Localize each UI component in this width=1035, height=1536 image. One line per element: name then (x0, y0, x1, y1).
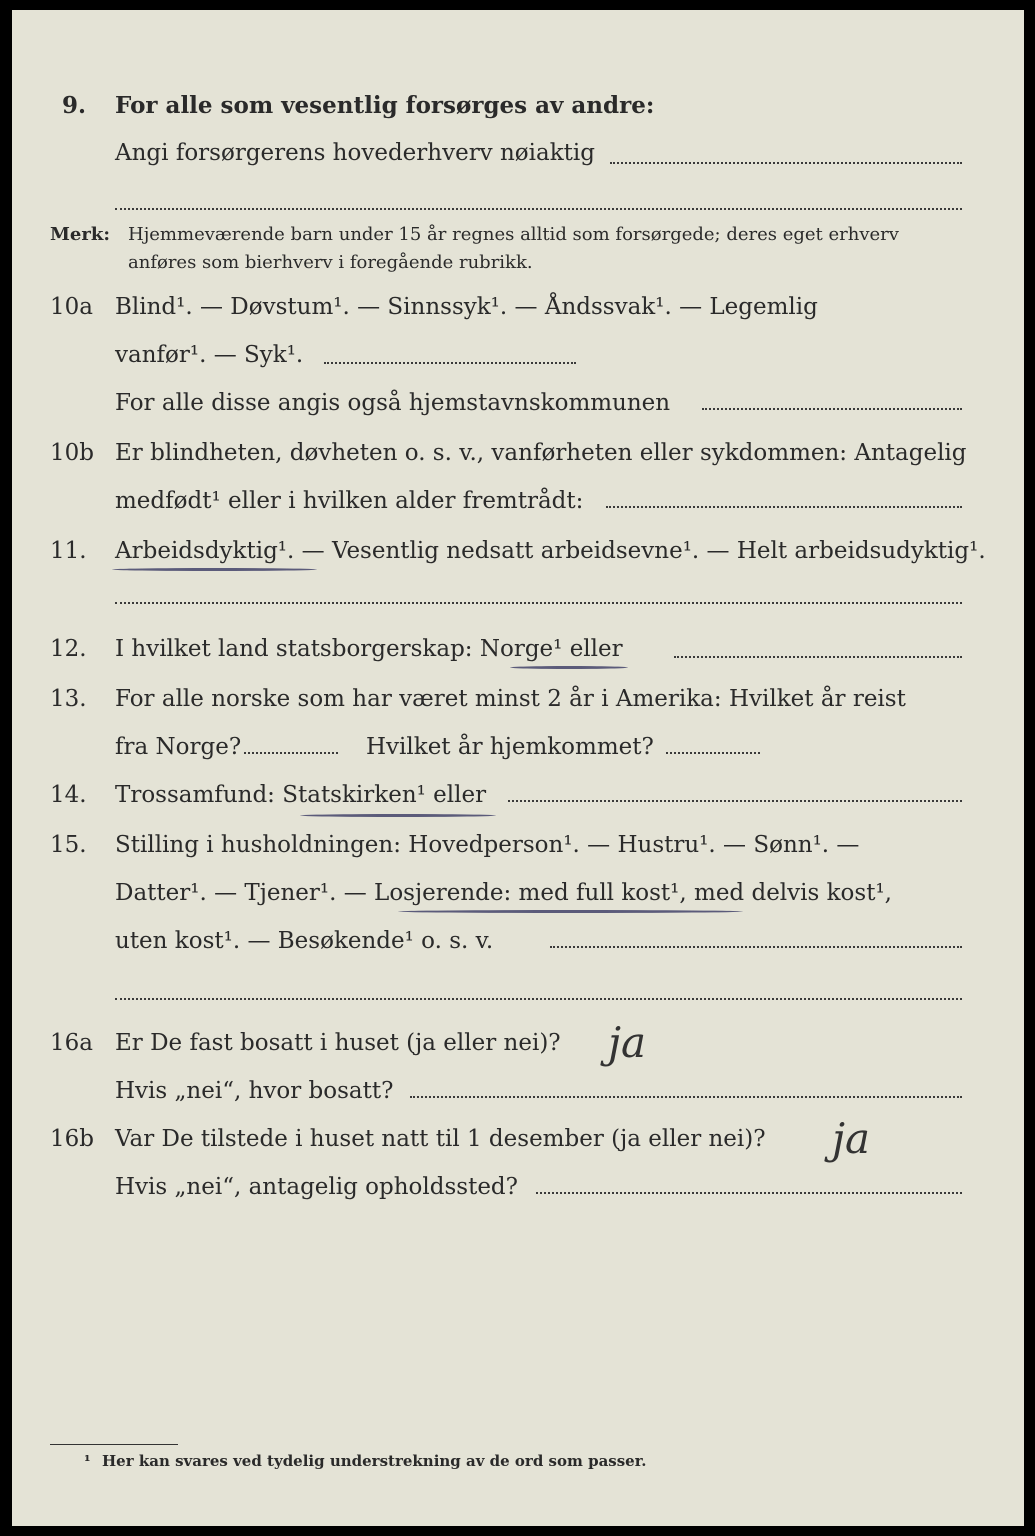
q16b-location-field[interactable] (536, 1192, 962, 1194)
q15-line-1: Stilling i husholdningen: Hovedperson¹. — Hustru¹. — Sønn¹. — (115, 832, 860, 858)
census-form-page (12, 10, 1024, 1526)
q10a-line-2: vanfør¹. — Syk¹. (115, 342, 304, 368)
q9-number: 9. (62, 92, 87, 119)
q13-number: 13. (50, 686, 87, 712)
q16a-line-1: Er De fast bosatt i huset (ja eller nei)? (115, 1030, 561, 1056)
q9-answer-field[interactable] (610, 162, 962, 164)
q10b-age-field[interactable] (606, 506, 962, 508)
q11-line: Arbeidsdyktig¹. — Vesentlig nedsatt arbeidsevne¹. — Helt arbeidsudyktig¹. (115, 538, 986, 564)
q13-line-1: For alle norske som har været minst 2 år i Amerika: Hvilket år reist (115, 686, 906, 712)
q15-underline-mark (398, 910, 743, 913)
q13-return-year-field[interactable] (666, 752, 760, 754)
q16b-line-2: Hvis „nei“, antagelig opholdssted? (115, 1174, 518, 1200)
q16a-residence-field[interactable] (410, 1096, 962, 1098)
q15-answer-field[interactable] (550, 946, 962, 948)
q10a-municipality-field[interactable] (702, 408, 962, 410)
q15-answer-field-2[interactable] (115, 998, 962, 1000)
q16b-line-1: Var De tilstede i huset natt til 1 desember (ja eller nei)? (115, 1126, 766, 1152)
merk-label: Merk: (50, 224, 110, 245)
q12-line: I hvilket land statsborgerskap: Norge¹ eller (115, 636, 623, 662)
q14-religion-field[interactable] (508, 800, 962, 802)
q12-underline-mark (510, 666, 628, 669)
q11-answer-field[interactable] (115, 602, 962, 604)
merk-line-2: anføres som bierhverv i foregående rubrikk. (128, 252, 533, 273)
q10a-line-1: Blind¹. — Døvstum¹. — Sinnssyk¹. — Åndssvak¹. — Legemlig (115, 294, 818, 320)
q10b-number: 10b (50, 440, 94, 466)
q10b-line-1: Er blindheten, døvheten o. s. v., vanførheten eller sykdommen: Antagelig (115, 440, 967, 466)
q15-line-3: uten kost¹. — Besøkende¹ o. s. v. (115, 928, 494, 954)
q14-number: 14. (50, 782, 87, 808)
q16a-handwritten-answer: ja (608, 1018, 647, 1067)
q16a-line-2: Hvis „nei“, hvor bosatt? (115, 1078, 394, 1104)
q13-line-2a: fra Norge? (115, 734, 242, 760)
footnote-mark: ¹ (84, 1452, 91, 1470)
footnote-rule (50, 1444, 178, 1445)
q13-line-2b: Hvilket år hjemkommet? (366, 734, 654, 760)
q16a-number: 16a (50, 1030, 93, 1056)
footnote-text: Her kan svares ved tydelig understrekning av de ord som passer. (102, 1452, 647, 1470)
q12-number: 12. (50, 636, 87, 662)
merk-line-1: Hjemmeværende barn under 15 år regnes alltid som forsørgede; deres eget erhverv (128, 224, 899, 245)
q13-left-year-field[interactable] (244, 752, 338, 754)
q9-title: For alle som vesentlig forsørges av andre: (115, 92, 655, 119)
q10a-number: 10a (50, 294, 93, 320)
q15-line-2: Datter¹. — Tjener¹. — Losjerende: med full kost¹, med delvis kost¹, (115, 880, 892, 906)
q14-underline-mark (300, 814, 496, 817)
q15-number: 15. (50, 832, 87, 858)
q11-underline-mark (112, 568, 317, 571)
q9-answer-field-2[interactable] (115, 208, 962, 210)
q11-number: 11. (50, 538, 87, 564)
q16b-number: 16b (50, 1126, 94, 1152)
q9-line: Angi forsørgerens hovederhverv nøiaktig (115, 140, 595, 166)
q10a-sick-field[interactable] (324, 362, 576, 364)
q10b-line-2: medfødt¹ eller i hvilken alder fremtrådt: (115, 488, 584, 514)
q12-country-field[interactable] (674, 656, 962, 658)
q16b-handwritten-answer: ja (832, 1114, 871, 1163)
q10a-line-3: For alle disse angis også hjemstavnskommunen (115, 390, 671, 416)
q14-line: Trossamfund: Statskirken¹ eller (115, 782, 487, 808)
